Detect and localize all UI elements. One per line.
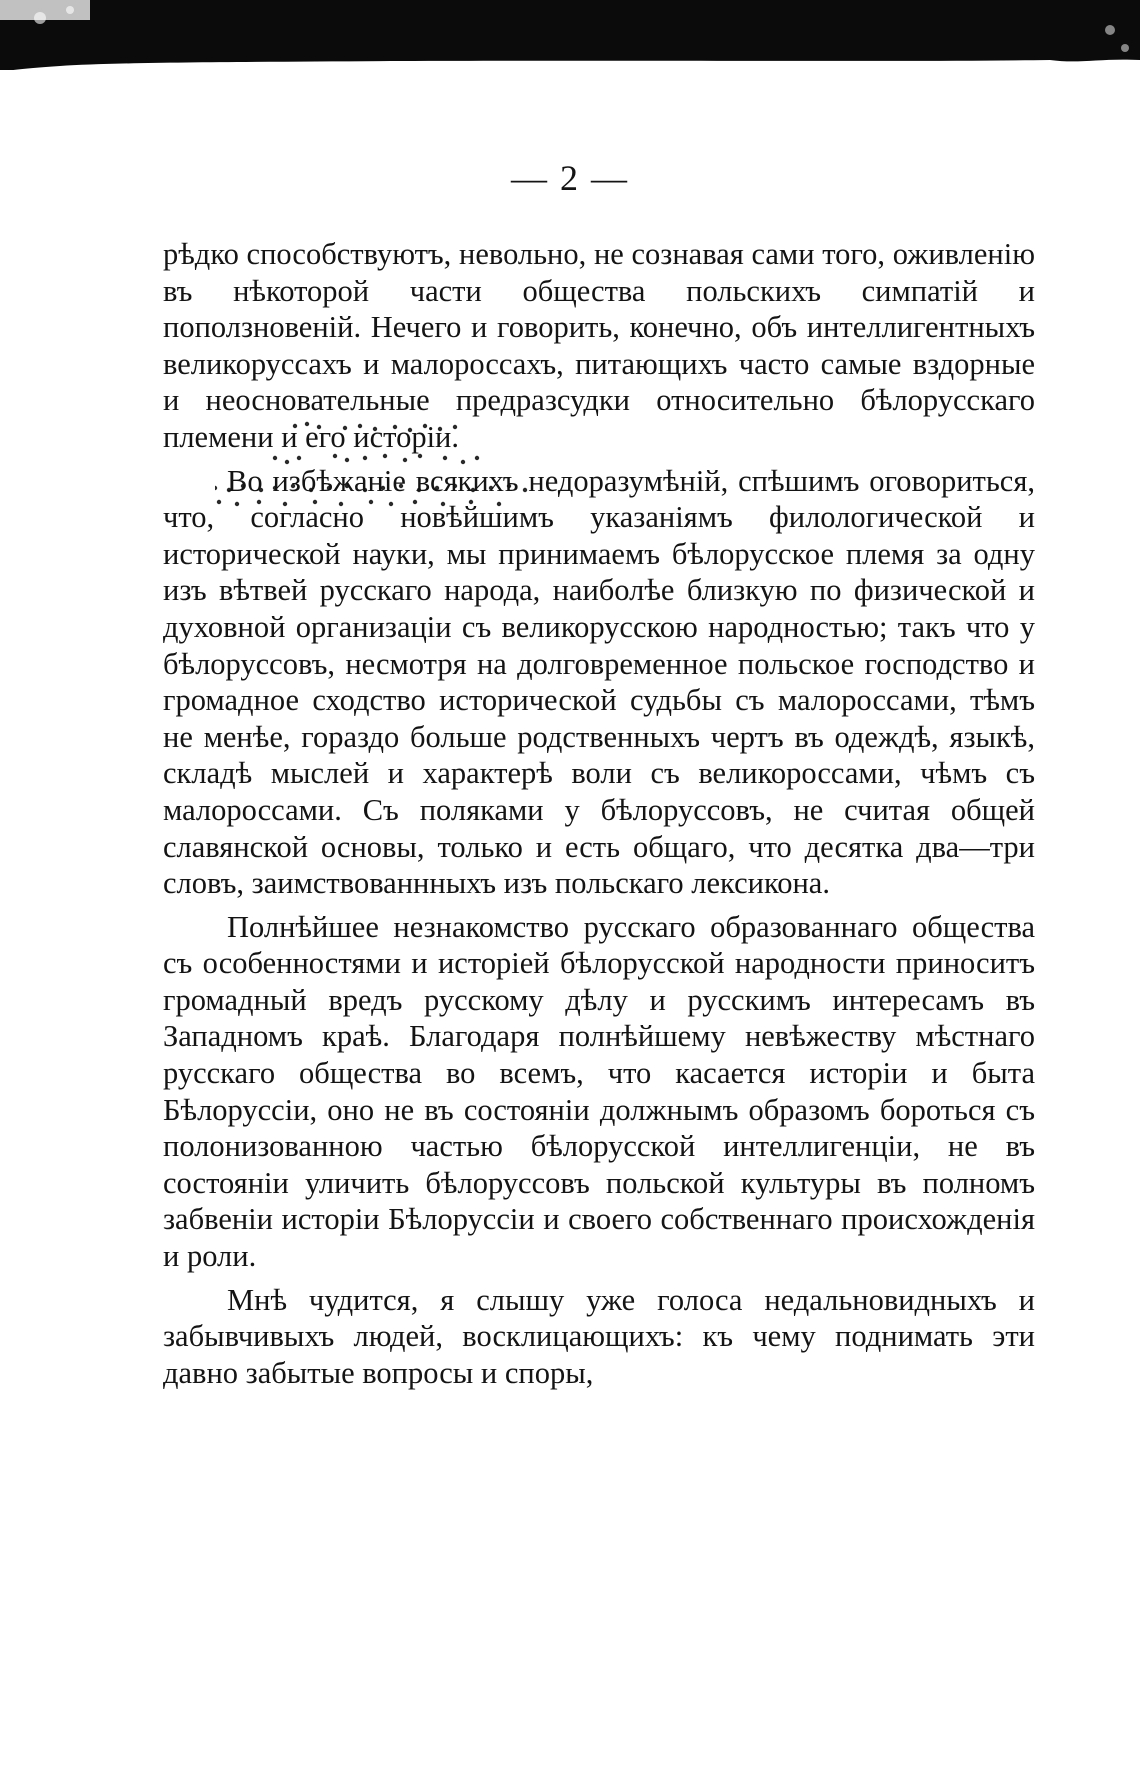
paragraph-4: Мнѣ чудится, я слышу уже голоса недальновидныхъ и забывчивыхъ людей, восклицающихъ: къ чему поднимать эти давно забытые вопросы и споры, <box>163 1282 1035 1390</box>
page-body <box>163 236 1035 1398</box>
paragraph-3: Полнѣйшее незнакомство русскаго образованнаго общества съ особенностями и исторіей бѣлорусской народности приноситъ громадный вредъ русскому дѣлу и русскимъ интересамъ въ Западномъ краѣ. Благодаря полнѣйшему невѣжеству мѣстнаго русскаго общества во всемъ, что касается исторіи и быта Бѣлоруссіи, оно не въ состояніи должнымъ образомъ бороться съ полонизованною частью бѣлорусской интеллигенціи, не въ состояніи уличить бѣлоруссовъ польской культуры въ полномъ забвеніи исторіи Бѣлоруссіи и своего собственнаго происхожденія и роли. <box>163 909 1035 1274</box>
scan-edge-shadow <box>0 0 1140 70</box>
paragraph-1: рѣдко способствуютъ, невольно, не сознавая сами того, оживленію въ нѣкоторой части общества польскихъ симпатій и поползновеній. Нечего и говорить, конечно, объ интеллигентныхъ великоруссахъ и малороссахъ, питающихъ часто самые вздорные и неосновательные предразсудки относительно бѣлорусскаго племени и его исторіи. <box>163 237 1035 454</box>
paragraph-2: Во избѣжаніе всякихъ недоразумѣній, спѣшимъ оговориться, что, согласно новѣйшимъ указаніямъ филологической и исторической науки, мы принимаемъ бѣлорусское племя за одну изъ вѣтвей русскаго народа, наиболѣе близкую по физической и духовной организаціи съ великорусскою народностью; такъ что у бѣлоруссовъ, несмотря на долговременное польское господство и громадное сходство исторической судьбы съ малороссами, тѣмъ не менѣе, гораздо больше родственныхъ чертъ въ одеждѣ, языкѣ, складѣ мыслей и характерѣ воли съ великороссами, чѣмъ съ малороссами. Съ поляками у бѣлоруссовъ, не считая общей славянской основы, только и есть общаго, что десятка два—три словъ, заимствованнныхъ изъ польскаго лексикона. <box>163 463 1035 901</box>
page-number: — 2 — <box>511 158 629 198</box>
